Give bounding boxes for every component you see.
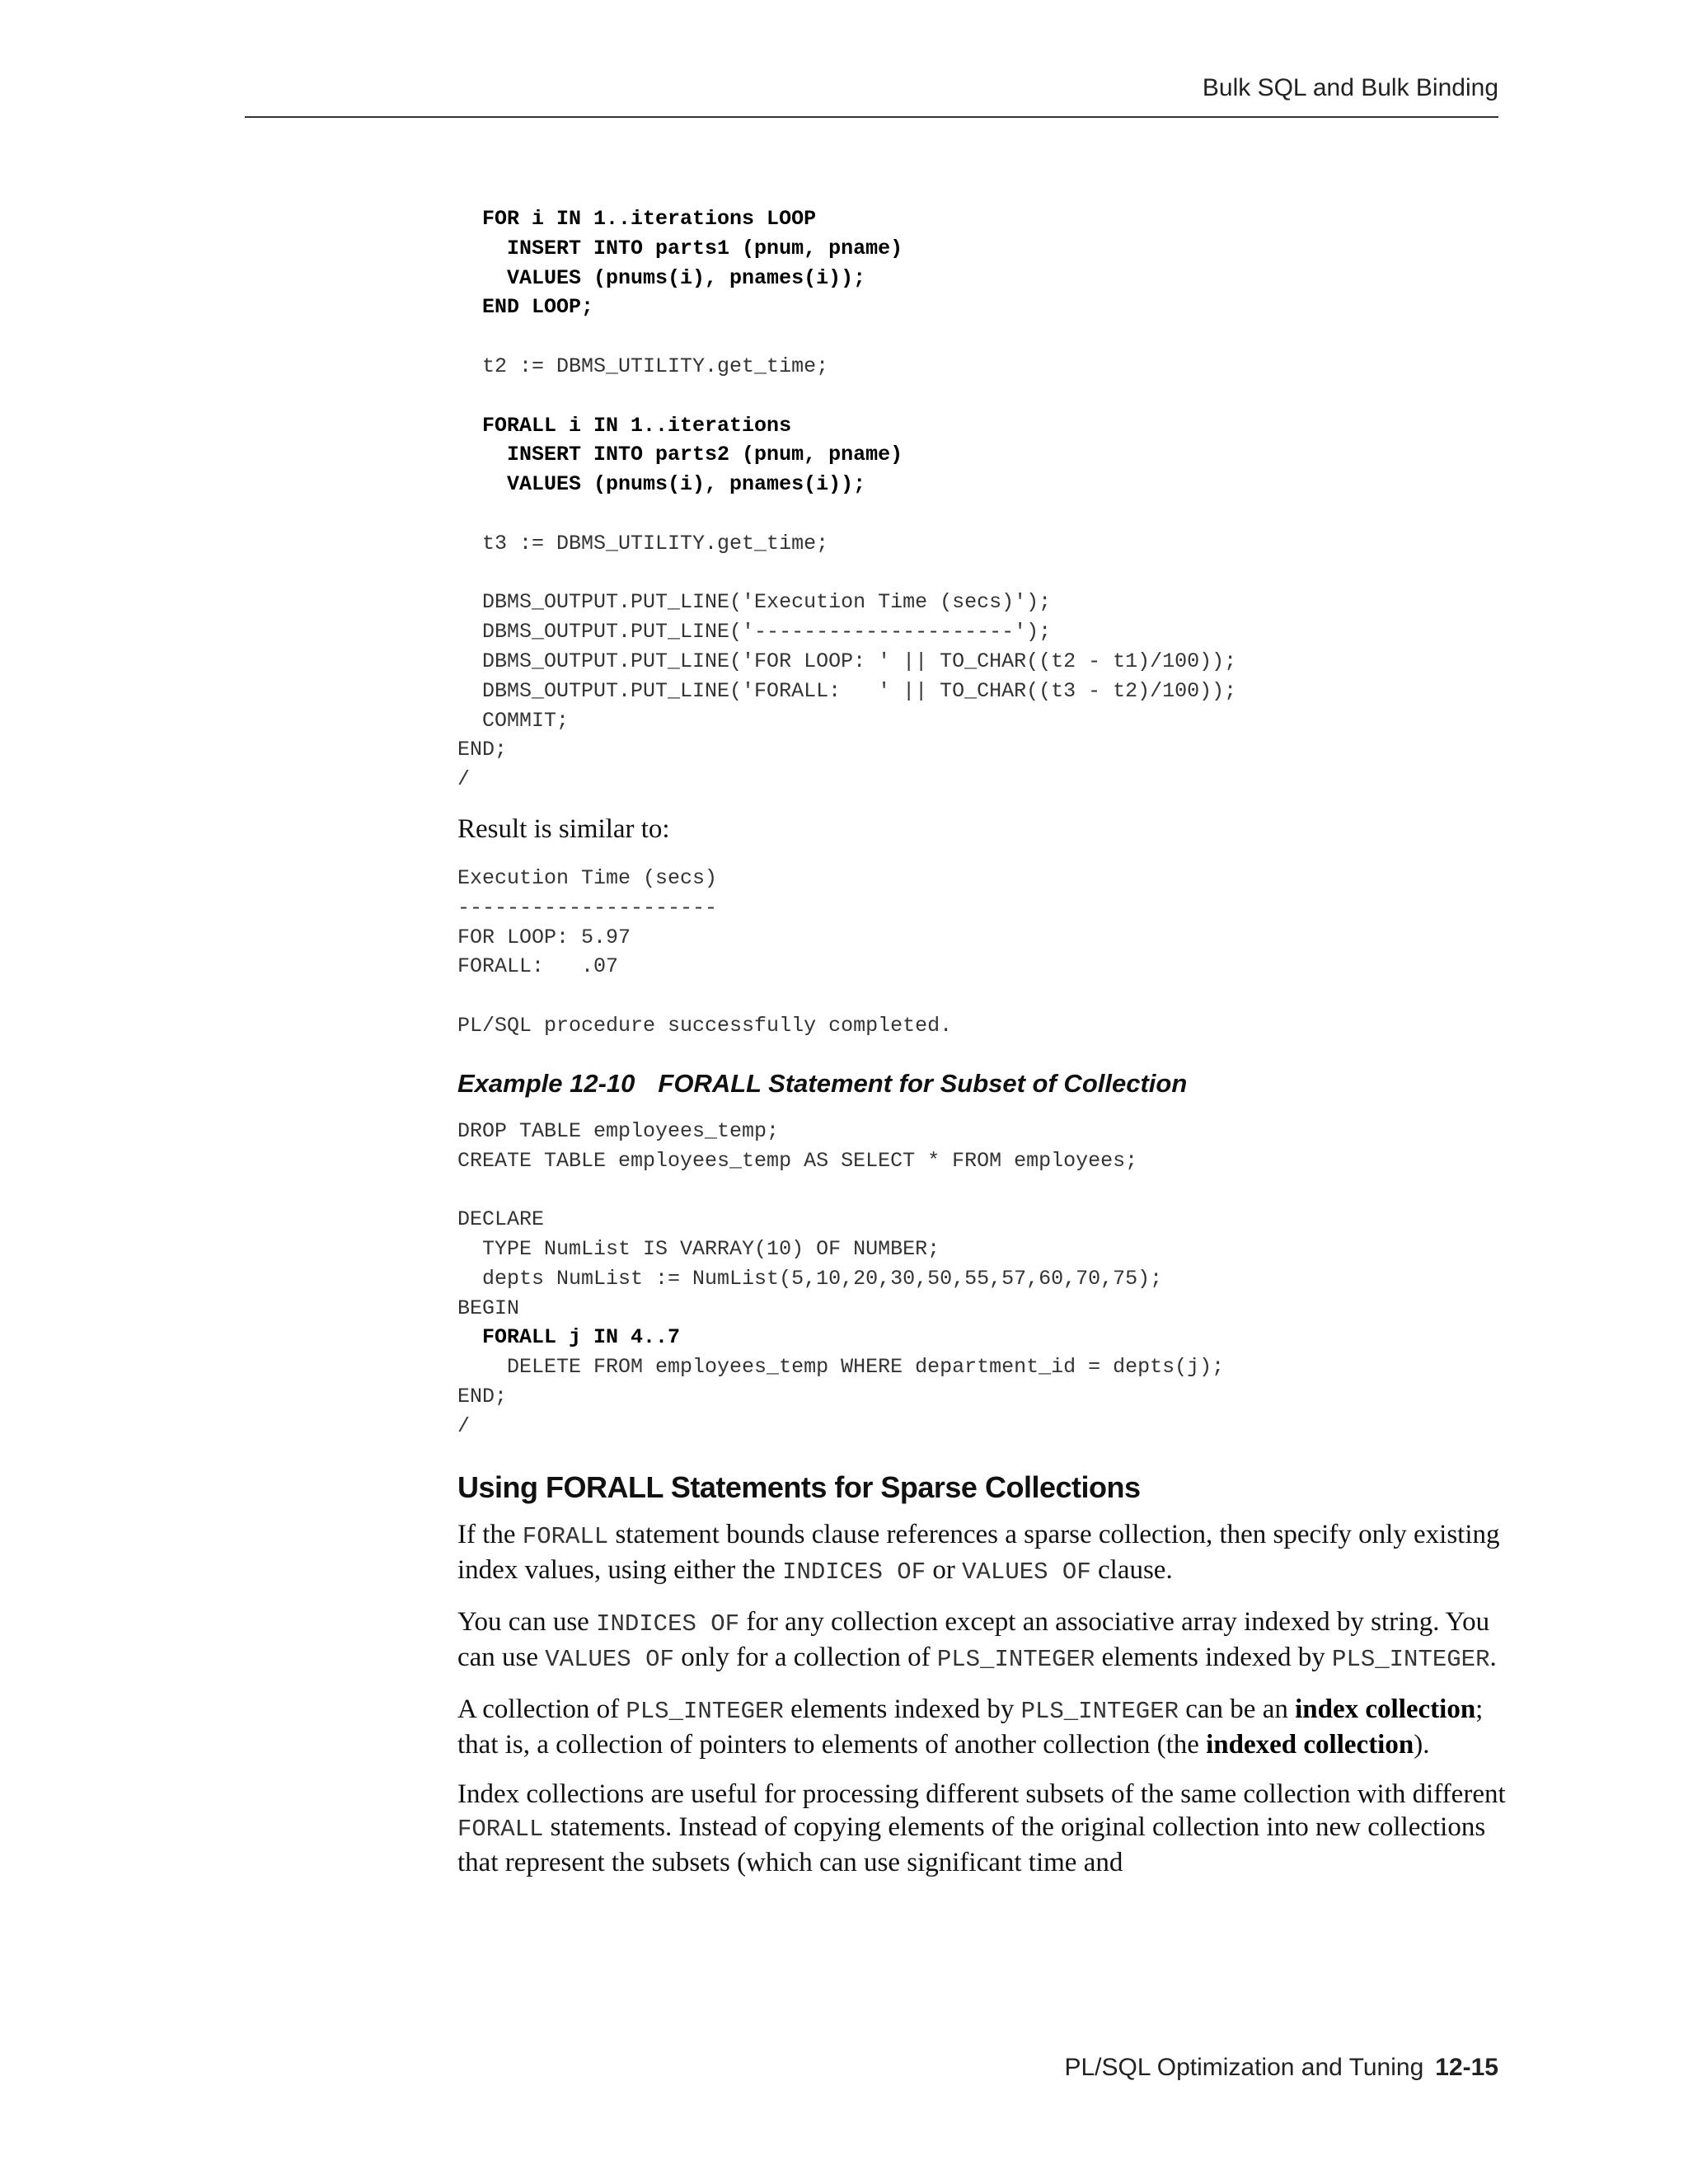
code-line: END LOOP; (457, 295, 594, 320)
paragraph-text: elements indexed by (783, 1694, 1021, 1725)
code-line: --------------------- (457, 895, 718, 920)
paragraph-text: elements indexed by (1095, 1643, 1333, 1673)
paragraph-text: clause. (1090, 1555, 1173, 1586)
body-paragraphs (457, 1518, 1508, 1879)
paragraph-text: statements. Instead of copying elements of the original collection into new collections that represent the subsets (which can use significant time and (457, 1812, 1486, 1878)
footer-title: PL/SQL Optimization and Tuning (1064, 2054, 1424, 2081)
inline-code: PLS_INTEGER (1020, 1698, 1179, 1726)
code-line: CREATE TABLE employees_temp AS SELECT * FROM employees; (457, 1148, 1138, 1173)
paragraph-text: statement bounds clause references a sparse collection, then specify only existing index values, using either the (457, 1520, 1500, 1586)
paragraph-text: can be an (1179, 1694, 1296, 1725)
code-line: END; (457, 1384, 508, 1408)
paragraph-text: or (926, 1555, 963, 1586)
code-line: FOR LOOP: 5.97 (457, 925, 631, 949)
code-line: DECLARE (457, 1207, 545, 1232)
code-line: BEGIN (457, 1296, 520, 1320)
code-line: FORALL j IN 4..7 (457, 1325, 681, 1350)
code-line: depts NumList := NumList(5,10,20,30,50,55,57,60,70,75); (457, 1266, 1163, 1291)
code-line: / (457, 767, 471, 792)
code-line: VALUES (pnums(i), pnames(i)); (457, 265, 866, 290)
code-line: DBMS_OUTPUT.PUT_LINE('FOR LOOP: ' || TO_CHAR((t2 - t1)/100)); (457, 649, 1237, 673)
page-content (457, 204, 1508, 1896)
body-paragraph (457, 1605, 1508, 1676)
inline-code: INDICES OF (782, 1558, 926, 1586)
code-line: PL/SQL procedure successfully completed. (457, 1013, 953, 1038)
paragraph-text: Index collections are useful for processing different subsets of the same collection with different (457, 1779, 1506, 1810)
code-line: t3 := DBMS_UTILITY.get_time; (457, 531, 829, 555)
inline-code: PLS_INTEGER (936, 1646, 1095, 1674)
code-line: DBMS_OUTPUT.PUT_LINE('FORALL: ' || TO_CHAR((t3 - t2)/100)); (457, 678, 1237, 703)
code-block-forall-subset (457, 1117, 1508, 1441)
code-line: FOR i IN 1..iterations LOOP (457, 207, 817, 231)
page-number: 12-15 (1435, 2054, 1498, 2081)
result-intro: Result is similar to: (457, 813, 670, 844)
paragraph-text: ; that is, a collection of pointers to elements of another collection (the (457, 1694, 1484, 1760)
code-line: DELETE FROM employees_temp WHERE department_id = depts(j); (457, 1355, 1225, 1380)
example-number: Example 12-10 (457, 1068, 635, 1098)
defined-term: indexed collection (1206, 1730, 1414, 1760)
code-line: VALUES (pnums(i), pnames(i)); (457, 472, 866, 497)
paragraph-text: If the (457, 1520, 523, 1550)
paragraph-text: . (1489, 1643, 1497, 1673)
inline-code: FORALL (457, 1816, 544, 1844)
inline-code: VALUES OF (962, 1558, 1091, 1586)
code-line: DBMS_OUTPUT.PUT_LINE('Execution Time (secs)'); (457, 590, 1052, 615)
code-line: COMMIT; (457, 708, 570, 733)
code-line: / (457, 1413, 471, 1438)
paragraph-text: only for a collection of (673, 1643, 937, 1673)
inline-code: VALUES OF (545, 1646, 674, 1674)
code-line: Execution Time (secs) (457, 865, 718, 890)
example-title (457, 1069, 1508, 1099)
code-line: FORALL i IN 1..iterations (457, 413, 792, 438)
result-output-block (457, 864, 1508, 1041)
code-line: END; (457, 738, 508, 762)
inline-code: PLS_INTEGER (626, 1698, 784, 1726)
code-line: t2 := DBMS_UTILITY.get_time; (457, 354, 829, 378)
code-line: INSERT INTO parts1 (pnum, pname) (457, 236, 903, 260)
body-paragraph (457, 1693, 1508, 1761)
code-block-forall-timing (457, 204, 1508, 794)
page-footer (1064, 2054, 1498, 2082)
code-line: INSERT INTO parts2 (pnum, pname) (457, 443, 903, 467)
section-heading: Using FORALL Statements for Sparse Collections (457, 1470, 1141, 1505)
code-line: DBMS_OUTPUT.PUT_LINE('---------------------'); (457, 620, 1052, 644)
header-rule (245, 116, 1498, 118)
inline-code: FORALL (522, 1523, 609, 1551)
inline-code: INDICES OF (596, 1610, 740, 1638)
paragraph-text: for any collection except an associative array indexed by string. You can use (457, 1607, 1490, 1673)
paragraph-text: You can use (457, 1607, 597, 1638)
defined-term: index collection (1295, 1694, 1476, 1725)
paragraph-text: A collection of (457, 1694, 626, 1725)
inline-code: PLS_INTEGER (1332, 1646, 1490, 1674)
example-caption: FORALL Statement for Subset of Collection (658, 1068, 1188, 1098)
code-line: TYPE NumList IS VARRAY(10) OF NUMBER; (457, 1236, 940, 1261)
running-header: Bulk SQL and Bulk Binding (1202, 74, 1498, 101)
body-paragraph (457, 1518, 1508, 1589)
paragraph-text: ). (1414, 1730, 1430, 1760)
code-line: FORALL: .07 (457, 954, 619, 979)
code-line: DROP TABLE employees_temp; (457, 1118, 780, 1143)
body-paragraph (457, 1778, 1508, 1879)
